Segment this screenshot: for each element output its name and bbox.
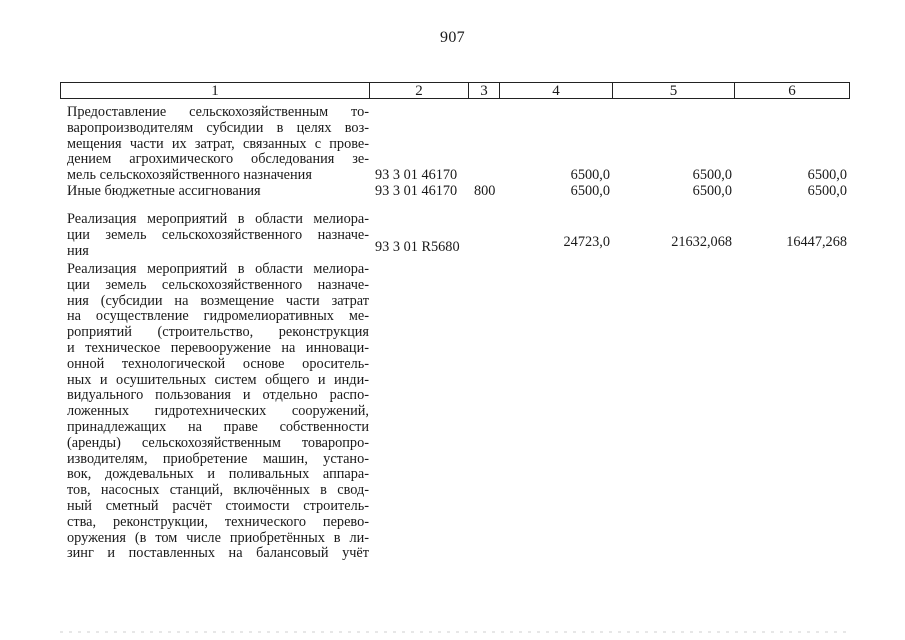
table-row-description <box>67 184 369 200</box>
table-row-description <box>67 105 369 184</box>
value-col-5: 6500,0 <box>692 167 732 183</box>
description-line: тов, насосных станций, включённых в свод- <box>67 482 369 499</box>
description-line: Реализация мероприятий в области мелиора- <box>67 211 369 227</box>
value-col-5: 21632,068 <box>671 234 732 250</box>
column-header-3: 3 <box>469 83 500 98</box>
description-line: ния (субсидии на возмещение части затрат <box>67 292 369 309</box>
table-row-description <box>67 262 369 562</box>
value-col-6: 6500,0 <box>807 183 847 199</box>
description-line: зинг и поставленных на балансовый учёт <box>67 545 369 562</box>
table-row-description <box>67 212 369 259</box>
description-line: ния <box>67 242 89 259</box>
table-header-row <box>60 82 850 99</box>
description-line: дением агрохимического обследования зе- <box>67 151 369 168</box>
description-line: роприятий (строительство, реконструкция <box>67 324 369 341</box>
budget-code: 93 3 01 46170 <box>375 183 458 199</box>
value-col-4: 24723,0 <box>563 234 610 250</box>
description-line: ции земель сельскохозяйственного назначе- <box>67 226 369 243</box>
description-line: ный сметный расчёт стоимости строитель- <box>67 497 369 514</box>
description-line: изводителям, приобретение машин, устано- <box>67 450 369 467</box>
description-line: мещения части их затрат, связанных с прове- <box>67 135 369 152</box>
description-line: мель сельскохозяйственного назначения <box>67 167 312 184</box>
description-line: Иные бюджетные ассигнования <box>67 183 261 199</box>
description-line: Предоставление сельскохозяйственным то- <box>67 104 369 120</box>
description-line: оружения (в том числе приобретённых в ли- <box>67 529 369 546</box>
expense-type-code: 800 <box>474 183 496 199</box>
description-line: (аренды) сельскохозяйственным товаропро- <box>67 434 369 451</box>
value-col-4: 6500,0 <box>570 167 610 183</box>
description-line: ства, реконструкции, технического перево- <box>67 513 369 530</box>
column-header-1: 1 <box>61 83 370 98</box>
page-number: 907 <box>440 29 465 46</box>
budget-code: 93 3 01 46170 <box>375 167 458 183</box>
value-col-6: 6500,0 <box>807 167 847 183</box>
budget-code: 93 3 01 R5680 <box>375 239 460 255</box>
description-line: ных и осушительных систем общего и инди- <box>67 371 369 388</box>
description-line: принадлежащих на праве собственности <box>67 418 369 435</box>
description-line: ложенных гидротехнических сооружений, <box>67 403 369 420</box>
column-header-2: 2 <box>370 83 469 98</box>
description-line: ции земель сельскохозяйственного назначе- <box>67 276 369 293</box>
value-col-4: 6500,0 <box>570 183 610 199</box>
description-line: и техническое перевооружение на инноваци- <box>67 339 369 356</box>
value-col-6: 16447,268 <box>786 234 847 250</box>
scan-artifact-line <box>60 631 850 633</box>
description-line: варопроизводителям субсидии в целях воз- <box>67 119 369 136</box>
description-line: на осуществление гидромелиоративных ме- <box>67 308 369 325</box>
value-col-5: 6500,0 <box>692 183 732 199</box>
description-line: вок, дождевальных и поливальных аппара- <box>67 466 369 483</box>
description-line: онной технологической основе ороситель- <box>67 355 369 372</box>
description-line: Реализация мероприятий в области мелиора- <box>67 261 369 277</box>
column-header-6: 6 <box>788 83 796 99</box>
description-line: видуального пользования и отдельно распо- <box>67 387 369 404</box>
column-header-5: 5 <box>613 83 735 98</box>
column-header-4: 4 <box>500 83 613 98</box>
